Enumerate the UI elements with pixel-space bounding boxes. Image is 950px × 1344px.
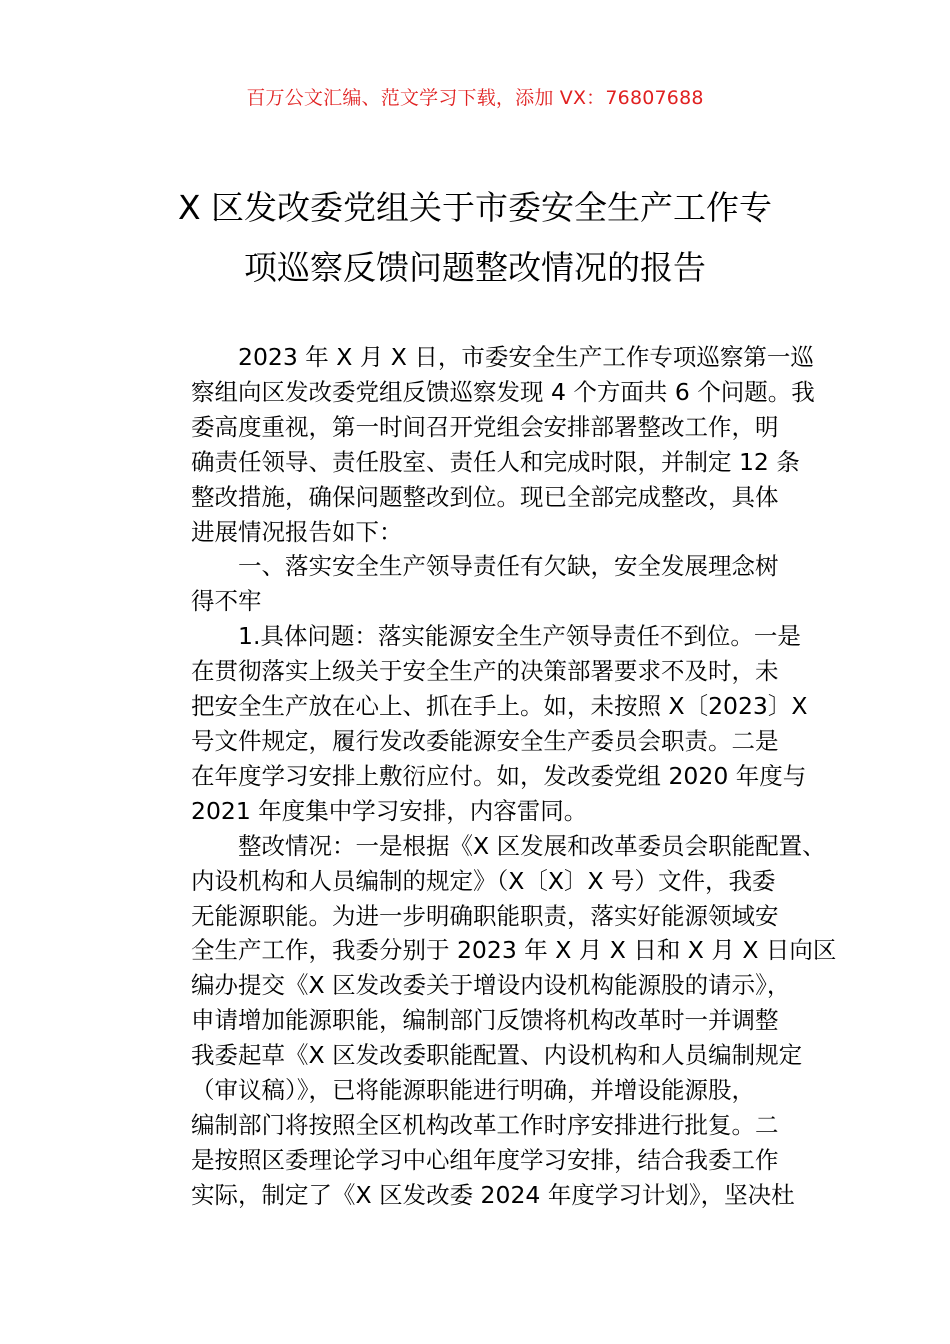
text-line: 全生产工作，我委分别于 2023 年 X 月 X 日和 X 月 X 日向区 — [191, 936, 837, 965]
text-line: 编办提交《X 区发改委关于增设内设机构能源股的请示》， — [191, 971, 791, 1000]
text-line: 察组向区发改委党组反馈巡察发现 4 个方面共 6 个问题。我 — [191, 377, 815, 406]
text-line: 确责任领导、责任股室、责任人和完成时限，并制定 12 条 — [191, 447, 800, 476]
text-line: 我委起草《X 区发改委职能配置、内设机构和人员编制规定 — [191, 1041, 803, 1070]
text-line: （审议稿）》，已将能源职能进行明确，并增设能源股， — [191, 1076, 755, 1105]
text-line: 实际，制定了《X 区发改委 2024 年度学习计划》，坚决杜 — [191, 1180, 795, 1209]
text-line: 委高度重视，第一时间召开党组会安排部署整改工作，明 — [191, 412, 779, 441]
text-line: 在年度学习安排上敷衍应付。如，发改委党组 2020 年度与 — [191, 761, 807, 790]
watermark-banner: 百万公文汇编、范文学习下载，添加 VX：76807688 — [246, 87, 704, 109]
title-line-2: 项巡察反馈问题整改情况的报告 — [244, 248, 706, 287]
text-line: 把安全生产放在心上、抓在手上。如，未按照 X〔2023〕X — [191, 692, 808, 721]
text-line: 整改措施，确保问题整改到位。现已全部完成整改，具体 — [191, 482, 779, 511]
paragraph-problem-1 — [144, 619, 808, 828]
paragraph-rectification-1 — [144, 829, 837, 1213]
text-line: 申请增加能源职能，编制部门反馈将机构改革时一并调整 — [191, 1006, 779, 1035]
text-line: 进展情况报告如下： — [191, 517, 403, 546]
text-line: 无能源职能。为进一步明确职能职责，落实好能源领域安 — [191, 901, 779, 930]
text-line: 2021 年度集中学习安排，内容雷同。 — [191, 796, 588, 825]
title-line-1: X 区发改委党组关于市委安全生产工作专 — [177, 188, 773, 227]
text-line: 内设机构和人员编制的规定》（X〔X〕X 号）文件，我委 — [191, 866, 776, 895]
text-line: 号文件规定，履行发改委能源安全生产委员会职责。二是 — [191, 726, 779, 755]
paragraph-intro — [144, 340, 815, 549]
text-line: 得不牢 — [191, 587, 262, 616]
document-body — [144, 340, 837, 1213]
text-line: 在贯彻落实上级关于安全生产的决策部署要求不及时，未 — [191, 657, 779, 686]
text-line: 一、落实安全生产领导责任有欠缺，安全发展理念树 — [238, 552, 779, 581]
text-line: 2023 年 X 月 X 日，市委安全生产工作专项巡察第一巡 — [238, 343, 814, 371]
document-title — [140, 178, 810, 298]
text-line: 是按照区委理论学习中心组年度学习安排，结合我委工作 — [191, 1145, 779, 1174]
text-line: 1.具体问题：落实能源安全生产领导责任不到位。一是 — [238, 622, 801, 651]
text-line: 编制部门将按照全区机构改革工作时序安排进行批复。二 — [191, 1110, 779, 1139]
section-heading-1 — [144, 549, 808, 619]
text-line: 整改情况：一是根据《X 区发展和改革委员会职能配置、 — [238, 831, 826, 860]
